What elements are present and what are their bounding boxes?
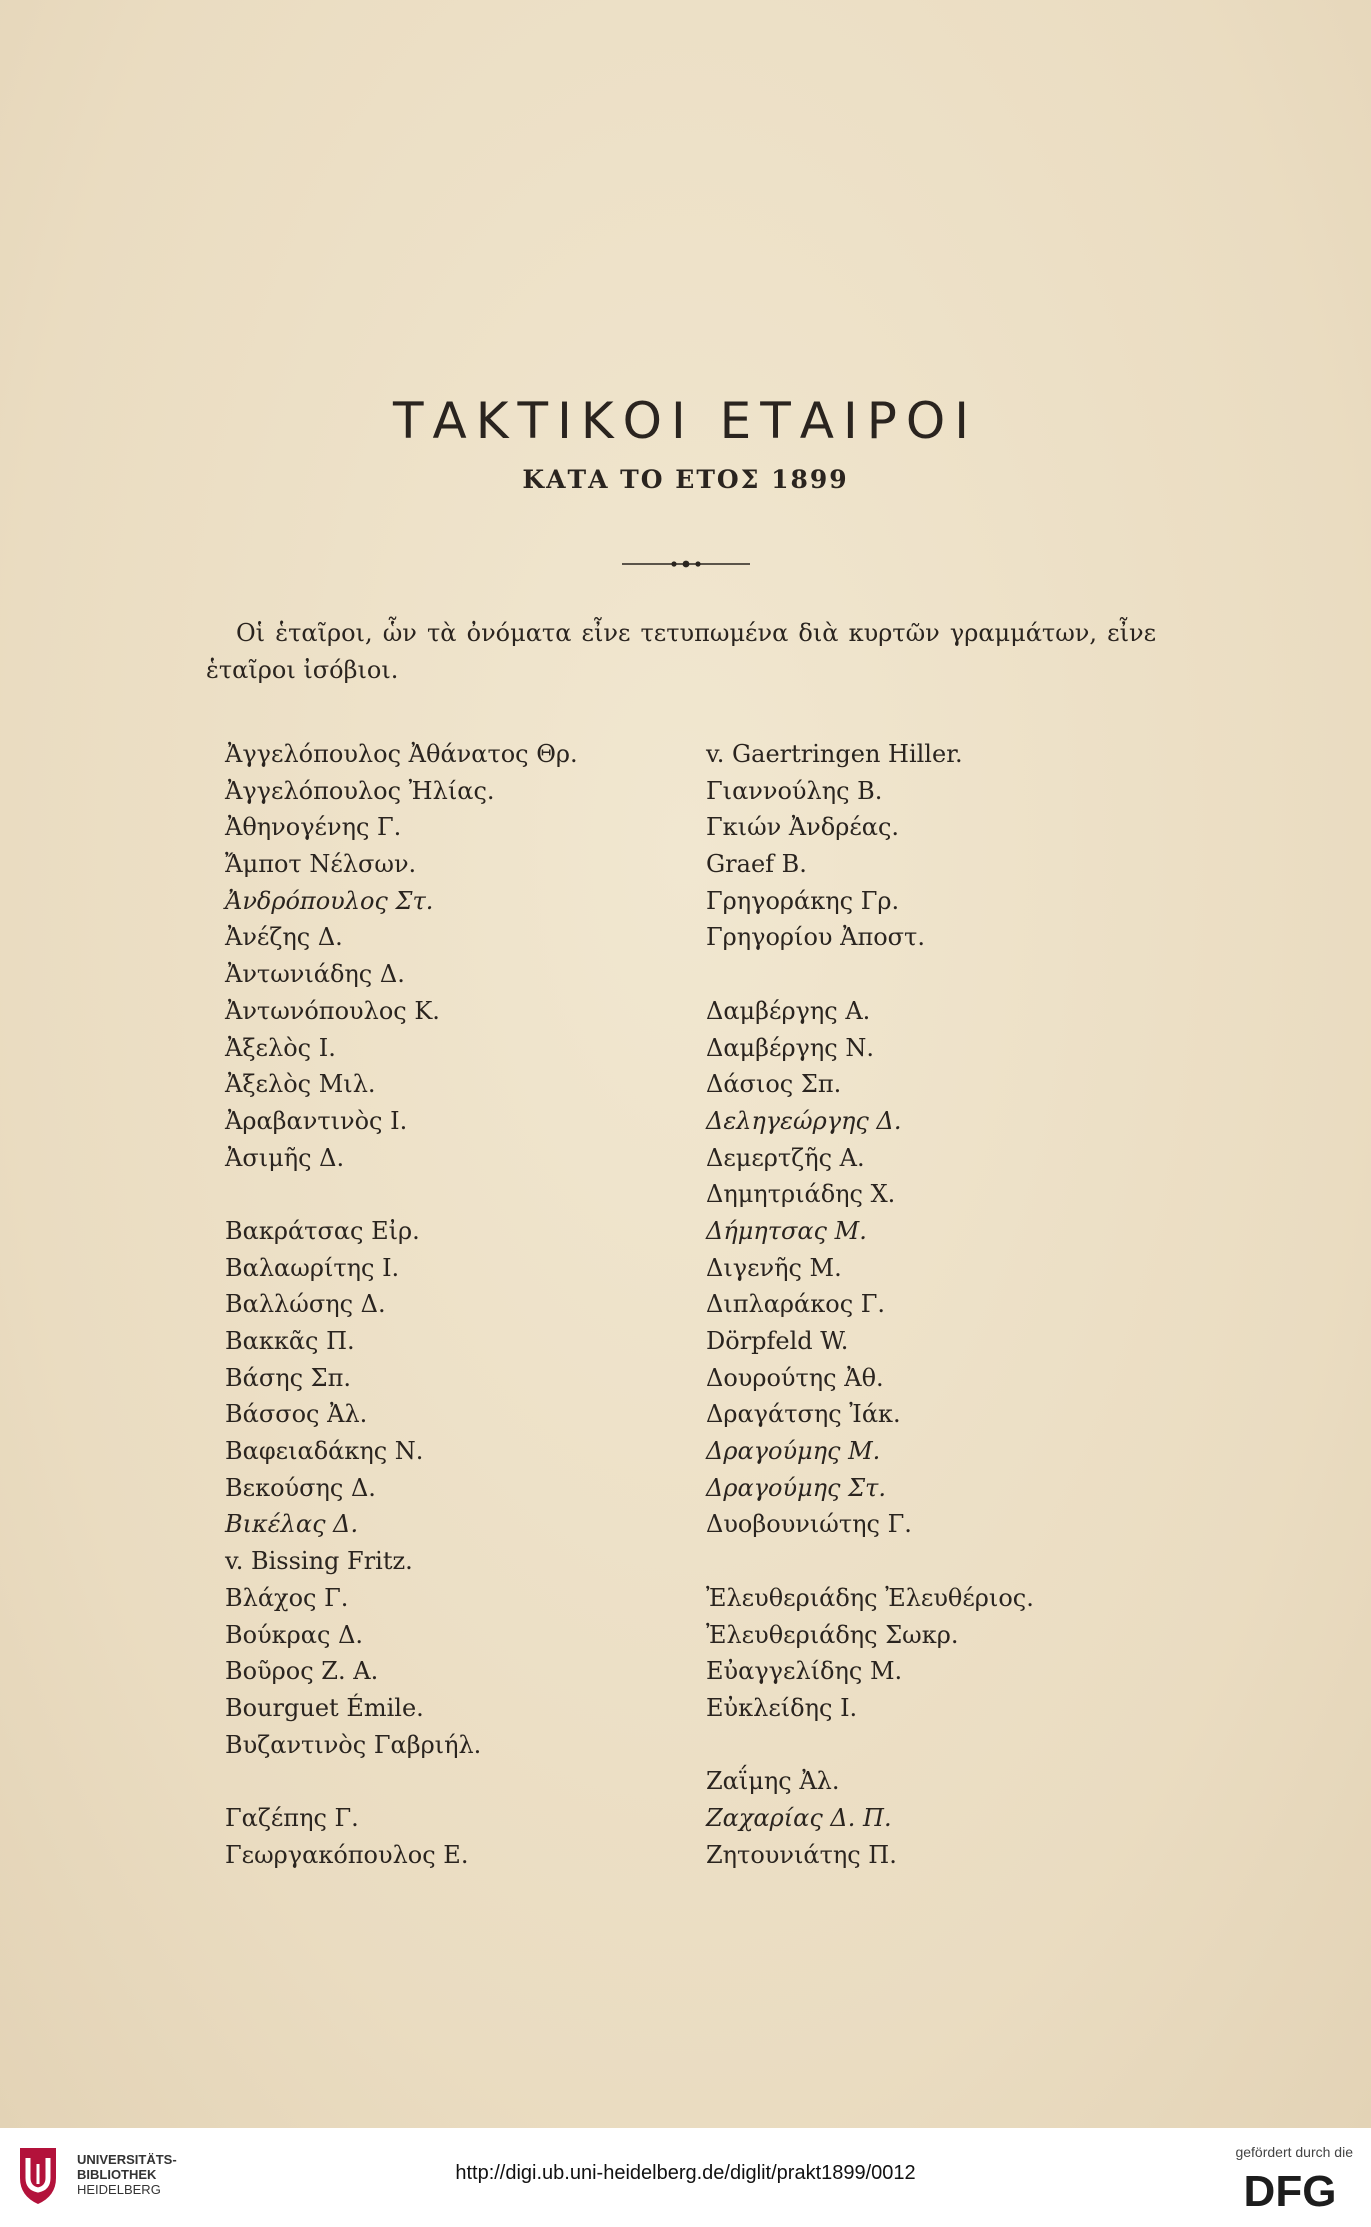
member-entry: Ἄμποτ Νέλσων. — [225, 850, 417, 879]
member-entry: Ἀντωνόπουλος Κ. — [225, 996, 440, 1025]
member-entry: Διγενῆς Μ. — [706, 1253, 842, 1282]
page-title: ΤΑΚΤΙΚΟΙ ΕΤΑΙΡΟΙ — [393, 392, 978, 450]
member-entry: Ἀξελὸς Μιλ. — [225, 1070, 376, 1099]
member-entry: Δημητριάδης Χ. — [706, 1180, 896, 1209]
member-entry: Δεληγεώργης Δ. — [706, 1106, 902, 1135]
member-entry: Ἀγγελόπουλος Ἀθάνατος Θρ. — [225, 740, 578, 768]
ornament-divider — [622, 557, 750, 571]
member-entry: Ἀραβαντινὸς Ι. — [225, 1106, 408, 1135]
member-entry: Δαμβέργης Ν. — [706, 1033, 874, 1062]
page-subtitle: ΚΑΤΑ ΤΟ ΕΤΟΣ 1899 — [522, 465, 849, 494]
member-entry: Γρηγορίου Ἀποστ. — [706, 923, 925, 952]
member-entry: Δάσιος Σπ. — [706, 1070, 842, 1099]
member-entry: Ἐλευθεριάδης Σωκρ. — [706, 1620, 959, 1649]
intro-paragraph: Οἱ ἑταῖροι, ὧν τὰ ὀνόματα εἶνε τετυπωμένα διὰ κυρτῶν γραμμάτων, εἶνε ἑταῖροι ἰσόβιοι. — [206, 619, 1156, 684]
member-entry: Ἀσιμῆς Δ. — [225, 1143, 345, 1172]
member-entry: Γιαννούλης Β. — [706, 776, 883, 805]
member-entry: Βάσσος Ἀλ. — [225, 1400, 368, 1429]
library-name-line2: BIBLIOTHEK — [77, 2167, 157, 2182]
member-entry: Βαλαωρίτης Ι. — [225, 1253, 400, 1282]
section-gap — [706, 956, 1034, 993]
member-entry: Βακράτσας Εἰρ. — [225, 1216, 420, 1245]
member-entry: Dörpfeld W. — [706, 1327, 849, 1355]
dfg-logo-icon[interactable] — [1225, 2168, 1355, 2212]
member-entry: Γεωργακόπουλος Ε. — [225, 1840, 469, 1869]
funded-by-label: gefördert durch die — [1235, 2144, 1353, 2160]
library-name-line3: HEIDELBERG — [77, 2182, 161, 2197]
member-entry: Εὐκλείδης Ι. — [706, 1693, 858, 1722]
member-entry: Γαζέπης Γ. — [225, 1803, 359, 1832]
member-entry: Γρηγοράκης Γρ. — [706, 886, 900, 915]
member-entry: Βαφειαδάκης Ν. — [225, 1437, 424, 1466]
dfg-logo-text: DFG — [1243, 2168, 1337, 2212]
member-entry: Ἀντωνιάδης Δ. — [225, 960, 405, 989]
member-entry: Ἀνέζης Δ. — [225, 923, 343, 952]
member-entry: Διπλαράκος Γ. — [706, 1290, 886, 1319]
member-entry: Δραγάτσης Ἰάκ. — [706, 1400, 901, 1429]
member-entry: Δυοβουνιώτης Γ. — [706, 1510, 912, 1539]
section-gap — [706, 1543, 1034, 1580]
member-entry: Βοῦρος Ζ. Α. — [225, 1657, 379, 1686]
member-entry: Βεκούσης Δ. — [225, 1473, 376, 1502]
member-entry: Δεμερτζῆς Α. — [706, 1143, 865, 1172]
section-gap — [706, 1727, 1034, 1764]
member-entry: Ζητουνιάτης Π. — [706, 1840, 897, 1869]
member-entry: Ἀξελὸς Ι. — [225, 1033, 336, 1062]
member-entry: Ζαχαρίας Δ. Π. — [706, 1803, 892, 1832]
section-gap — [225, 1763, 578, 1800]
member-entry: Βυζαντινὸς Γαβριήλ. — [225, 1730, 482, 1759]
library-name-line1: UNIVERSITÄTS- — [77, 2152, 177, 2167]
section-gap — [225, 1176, 578, 1213]
viewer-footer — [0, 2128, 1371, 2227]
member-entry: Ἐλευθεριάδης Ἐλευθέριος. — [706, 1583, 1034, 1612]
member-entry: Δήμητσας Μ. — [706, 1216, 867, 1245]
permalink-url[interactable]: http://digi.ub.uni-heidelberg.de/diglit/prakt1899/0012 — [455, 2162, 916, 2184]
member-entry: Γκιών Ἀνδρέας. — [706, 813, 900, 842]
member-entry: Βλάχος Γ. — [225, 1583, 349, 1612]
member-entry: Δραγούμης Μ. — [706, 1437, 881, 1466]
right-name-column — [706, 736, 1034, 1873]
member-entry: Δουρούτης Ἀθ. — [706, 1363, 884, 1392]
member-entry: Βακκᾶς Π. — [225, 1327, 355, 1355]
member-entry: Βάσης Σπ. — [225, 1363, 352, 1392]
member-entry: Ζαΐμης Ἀλ. — [706, 1767, 840, 1796]
member-entry: Ἀνδρόπουλος Στ. — [225, 886, 434, 915]
member-entry: Bourguet Émile. — [225, 1693, 424, 1722]
member-entry: v. Bissing Fritz. — [225, 1547, 413, 1576]
member-entry: Εὐαγγελίδης Μ. — [706, 1657, 903, 1686]
member-entry: Δραγούμης Στ. — [706, 1473, 886, 1502]
member-entry: Δαμβέργης Α. — [706, 996, 871, 1025]
member-entry: Βαλλώσης Δ. — [225, 1290, 386, 1319]
member-entry: Βούκρας Δ. — [225, 1620, 364, 1649]
member-entry: Graef Β. — [706, 850, 807, 879]
member-entry: Ἀθηνογένης Γ. — [225, 813, 402, 842]
member-entry: Βικέλας Δ. — [225, 1510, 359, 1539]
member-entry: Ἀγγελόπουλος Ἠλίας. — [225, 776, 495, 805]
left-name-column — [225, 736, 578, 1873]
member-entry: v. Gaertringen Hiller. — [706, 740, 963, 768]
